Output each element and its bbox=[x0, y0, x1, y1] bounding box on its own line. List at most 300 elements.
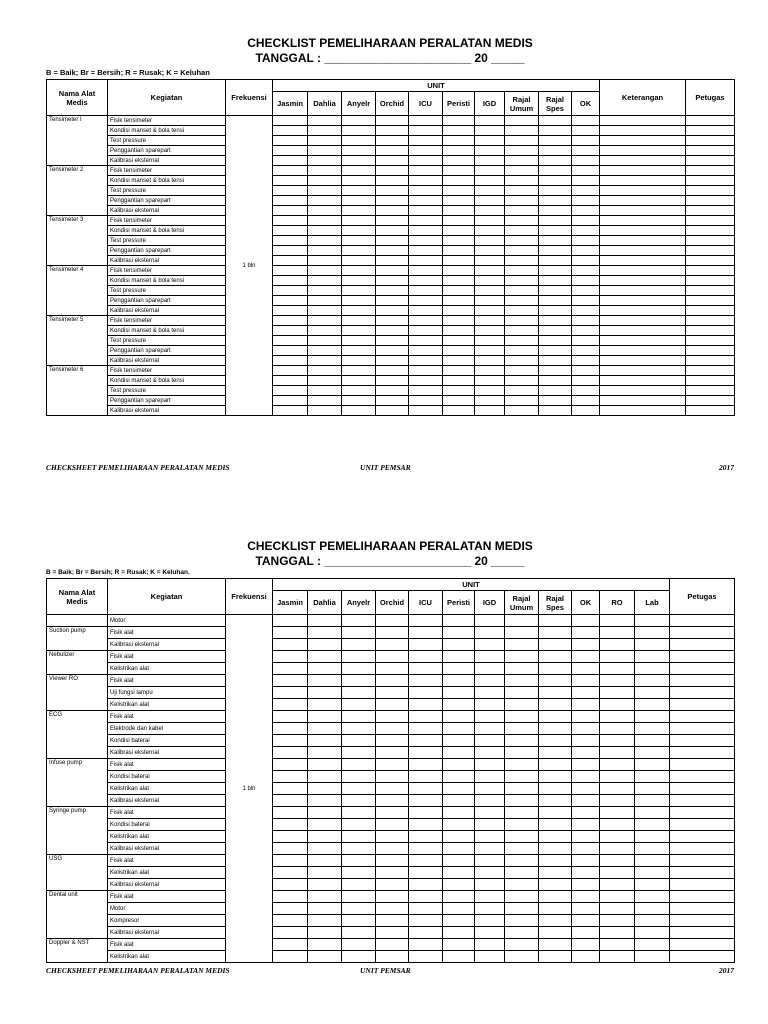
check-cell[interactable] bbox=[443, 386, 475, 396]
check-cell[interactable] bbox=[409, 146, 443, 156]
check-cell[interactable] bbox=[342, 336, 376, 346]
check-cell[interactable] bbox=[376, 216, 409, 226]
check-cell[interactable] bbox=[600, 366, 686, 376]
check-cell[interactable] bbox=[443, 855, 475, 867]
check-cell[interactable] bbox=[273, 675, 308, 687]
check-cell[interactable] bbox=[635, 795, 670, 807]
check-cell[interactable] bbox=[505, 807, 539, 819]
check-cell[interactable] bbox=[443, 166, 475, 176]
check-cell[interactable] bbox=[670, 891, 735, 903]
check-cell[interactable] bbox=[409, 795, 443, 807]
check-cell[interactable] bbox=[475, 651, 505, 663]
check-cell[interactable] bbox=[443, 376, 475, 386]
check-cell[interactable] bbox=[572, 196, 600, 206]
check-cell[interactable] bbox=[475, 879, 505, 891]
check-cell[interactable] bbox=[572, 266, 600, 276]
check-cell[interactable] bbox=[273, 286, 308, 296]
check-cell[interactable] bbox=[600, 266, 686, 276]
check-cell[interactable] bbox=[539, 346, 572, 356]
check-cell[interactable] bbox=[342, 747, 376, 759]
check-cell[interactable] bbox=[376, 939, 409, 951]
check-cell[interactable] bbox=[505, 346, 539, 356]
check-cell[interactable] bbox=[600, 396, 686, 406]
check-cell[interactable] bbox=[670, 915, 735, 927]
check-cell[interactable] bbox=[635, 867, 670, 879]
check-cell[interactable] bbox=[686, 246, 735, 256]
check-cell[interactable] bbox=[342, 627, 376, 639]
check-cell[interactable] bbox=[443, 831, 475, 843]
check-cell[interactable] bbox=[342, 376, 376, 386]
check-cell[interactable] bbox=[505, 699, 539, 711]
check-cell[interactable] bbox=[475, 226, 505, 236]
check-cell[interactable] bbox=[505, 396, 539, 406]
check-cell[interactable] bbox=[273, 396, 308, 406]
check-cell[interactable] bbox=[376, 879, 409, 891]
check-cell[interactable] bbox=[539, 951, 572, 963]
check-cell[interactable] bbox=[600, 306, 686, 316]
check-cell[interactable] bbox=[635, 723, 670, 735]
check-cell[interactable] bbox=[475, 206, 505, 216]
check-cell[interactable] bbox=[376, 346, 409, 356]
check-cell[interactable] bbox=[273, 723, 308, 735]
check-cell[interactable] bbox=[376, 316, 409, 326]
check-cell[interactable] bbox=[539, 843, 572, 855]
check-cell[interactable] bbox=[409, 843, 443, 855]
check-cell[interactable] bbox=[635, 927, 670, 939]
check-cell[interactable] bbox=[308, 663, 342, 675]
check-cell[interactable] bbox=[505, 783, 539, 795]
check-cell[interactable] bbox=[686, 206, 735, 216]
check-cell[interactable] bbox=[600, 699, 635, 711]
check-cell[interactable] bbox=[475, 156, 505, 166]
check-cell[interactable] bbox=[376, 146, 409, 156]
check-cell[interactable] bbox=[600, 663, 635, 675]
check-cell[interactable] bbox=[308, 226, 342, 236]
check-cell[interactable] bbox=[572, 951, 600, 963]
check-cell[interactable] bbox=[686, 196, 735, 206]
check-cell[interactable] bbox=[572, 356, 600, 366]
check-cell[interactable] bbox=[686, 156, 735, 166]
check-cell[interactable] bbox=[600, 807, 635, 819]
check-cell[interactable] bbox=[475, 639, 505, 651]
check-cell[interactable] bbox=[670, 675, 735, 687]
check-cell[interactable] bbox=[342, 687, 376, 699]
check-cell[interactable] bbox=[342, 783, 376, 795]
check-cell[interactable] bbox=[572, 939, 600, 951]
check-cell[interactable] bbox=[273, 939, 308, 951]
check-cell[interactable] bbox=[572, 226, 600, 236]
check-cell[interactable] bbox=[342, 366, 376, 376]
check-cell[interactable] bbox=[443, 176, 475, 186]
check-cell[interactable] bbox=[376, 651, 409, 663]
check-cell[interactable] bbox=[475, 196, 505, 206]
check-cell[interactable] bbox=[443, 266, 475, 276]
check-cell[interactable] bbox=[670, 771, 735, 783]
check-cell[interactable] bbox=[635, 675, 670, 687]
check-cell[interactable] bbox=[342, 356, 376, 366]
check-cell[interactable] bbox=[443, 735, 475, 747]
check-cell[interactable] bbox=[273, 879, 308, 891]
check-cell[interactable] bbox=[635, 951, 670, 963]
check-cell[interactable] bbox=[475, 246, 505, 256]
check-cell[interactable] bbox=[308, 891, 342, 903]
check-cell[interactable] bbox=[475, 116, 505, 126]
check-cell[interactable] bbox=[308, 855, 342, 867]
check-cell[interactable] bbox=[342, 406, 376, 416]
check-cell[interactable] bbox=[409, 376, 443, 386]
check-cell[interactable] bbox=[505, 891, 539, 903]
check-cell[interactable] bbox=[572, 126, 600, 136]
check-cell[interactable] bbox=[342, 216, 376, 226]
check-cell[interactable] bbox=[376, 699, 409, 711]
check-cell[interactable] bbox=[443, 699, 475, 711]
check-cell[interactable] bbox=[273, 306, 308, 316]
check-cell[interactable] bbox=[600, 939, 635, 951]
check-cell[interactable] bbox=[686, 296, 735, 306]
check-cell[interactable] bbox=[308, 843, 342, 855]
check-cell[interactable] bbox=[273, 266, 308, 276]
check-cell[interactable] bbox=[635, 651, 670, 663]
check-cell[interactable] bbox=[686, 406, 735, 416]
check-cell[interactable] bbox=[505, 819, 539, 831]
check-cell[interactable] bbox=[342, 867, 376, 879]
check-cell[interactable] bbox=[443, 687, 475, 699]
check-cell[interactable] bbox=[376, 735, 409, 747]
check-cell[interactable] bbox=[376, 711, 409, 723]
check-cell[interactable] bbox=[686, 376, 735, 386]
check-cell[interactable] bbox=[475, 663, 505, 675]
check-cell[interactable] bbox=[409, 396, 443, 406]
check-cell[interactable] bbox=[600, 146, 686, 156]
check-cell[interactable] bbox=[539, 376, 572, 386]
check-cell[interactable] bbox=[443, 759, 475, 771]
check-cell[interactable] bbox=[475, 216, 505, 226]
check-cell[interactable] bbox=[686, 336, 735, 346]
check-cell[interactable] bbox=[539, 156, 572, 166]
check-cell[interactable] bbox=[600, 406, 686, 416]
check-cell[interactable] bbox=[376, 759, 409, 771]
check-cell[interactable] bbox=[443, 651, 475, 663]
check-cell[interactable] bbox=[342, 771, 376, 783]
check-cell[interactable] bbox=[308, 723, 342, 735]
check-cell[interactable] bbox=[409, 771, 443, 783]
check-cell[interactable] bbox=[273, 807, 308, 819]
check-cell[interactable] bbox=[572, 366, 600, 376]
check-cell[interactable] bbox=[505, 627, 539, 639]
check-cell[interactable] bbox=[600, 855, 635, 867]
check-cell[interactable] bbox=[670, 939, 735, 951]
check-cell[interactable] bbox=[409, 711, 443, 723]
check-cell[interactable] bbox=[505, 246, 539, 256]
check-cell[interactable] bbox=[635, 891, 670, 903]
check-cell[interactable] bbox=[376, 639, 409, 651]
check-cell[interactable] bbox=[308, 711, 342, 723]
check-cell[interactable] bbox=[539, 831, 572, 843]
check-cell[interactable] bbox=[505, 166, 539, 176]
check-cell[interactable] bbox=[273, 819, 308, 831]
check-cell[interactable] bbox=[273, 256, 308, 266]
check-cell[interactable] bbox=[308, 795, 342, 807]
check-cell[interactable] bbox=[308, 146, 342, 156]
check-cell[interactable] bbox=[635, 879, 670, 891]
check-cell[interactable] bbox=[572, 879, 600, 891]
check-cell[interactable] bbox=[273, 903, 308, 915]
check-cell[interactable] bbox=[475, 903, 505, 915]
check-cell[interactable] bbox=[475, 186, 505, 196]
check-cell[interactable] bbox=[670, 819, 735, 831]
check-cell[interactable] bbox=[443, 146, 475, 156]
check-cell[interactable] bbox=[376, 306, 409, 316]
check-cell[interactable] bbox=[505, 196, 539, 206]
check-cell[interactable] bbox=[539, 316, 572, 326]
check-cell[interactable] bbox=[342, 126, 376, 136]
check-cell[interactable] bbox=[670, 747, 735, 759]
check-cell[interactable] bbox=[475, 891, 505, 903]
check-cell[interactable] bbox=[475, 831, 505, 843]
check-cell[interactable] bbox=[273, 759, 308, 771]
check-cell[interactable] bbox=[505, 867, 539, 879]
check-cell[interactable] bbox=[600, 386, 686, 396]
check-cell[interactable] bbox=[308, 386, 342, 396]
check-cell[interactable] bbox=[600, 879, 635, 891]
check-cell[interactable] bbox=[409, 639, 443, 651]
check-cell[interactable] bbox=[342, 915, 376, 927]
check-cell[interactable] bbox=[505, 216, 539, 226]
check-cell[interactable] bbox=[273, 711, 308, 723]
check-cell[interactable] bbox=[443, 406, 475, 416]
check-cell[interactable] bbox=[443, 615, 475, 627]
check-cell[interactable] bbox=[342, 855, 376, 867]
check-cell[interactable] bbox=[308, 831, 342, 843]
check-cell[interactable] bbox=[273, 771, 308, 783]
check-cell[interactable] bbox=[505, 296, 539, 306]
check-cell[interactable] bbox=[670, 711, 735, 723]
check-cell[interactable] bbox=[572, 771, 600, 783]
check-cell[interactable] bbox=[572, 306, 600, 316]
check-cell[interactable] bbox=[273, 927, 308, 939]
check-cell[interactable] bbox=[443, 939, 475, 951]
check-cell[interactable] bbox=[539, 711, 572, 723]
check-cell[interactable] bbox=[635, 807, 670, 819]
check-cell[interactable] bbox=[670, 759, 735, 771]
check-cell[interactable] bbox=[376, 771, 409, 783]
check-cell[interactable] bbox=[376, 663, 409, 675]
check-cell[interactable] bbox=[443, 336, 475, 346]
check-cell[interactable] bbox=[273, 891, 308, 903]
check-cell[interactable] bbox=[308, 879, 342, 891]
check-cell[interactable] bbox=[308, 346, 342, 356]
check-cell[interactable] bbox=[376, 336, 409, 346]
check-cell[interactable] bbox=[505, 256, 539, 266]
check-cell[interactable] bbox=[409, 819, 443, 831]
check-cell[interactable] bbox=[505, 156, 539, 166]
check-cell[interactable] bbox=[308, 286, 342, 296]
check-cell[interactable] bbox=[273, 615, 308, 627]
check-cell[interactable] bbox=[376, 903, 409, 915]
check-cell[interactable] bbox=[686, 166, 735, 176]
check-cell[interactable] bbox=[475, 951, 505, 963]
check-cell[interactable] bbox=[505, 795, 539, 807]
check-cell[interactable] bbox=[308, 116, 342, 126]
check-cell[interactable] bbox=[273, 915, 308, 927]
check-cell[interactable] bbox=[600, 675, 635, 687]
check-cell[interactable] bbox=[308, 651, 342, 663]
check-cell[interactable] bbox=[475, 396, 505, 406]
check-cell[interactable] bbox=[635, 843, 670, 855]
check-cell[interactable] bbox=[505, 687, 539, 699]
check-cell[interactable] bbox=[409, 246, 443, 256]
check-cell[interactable] bbox=[600, 206, 686, 216]
check-cell[interactable] bbox=[273, 186, 308, 196]
check-cell[interactable] bbox=[443, 276, 475, 286]
check-cell[interactable] bbox=[409, 276, 443, 286]
check-cell[interactable] bbox=[505, 915, 539, 927]
check-cell[interactable] bbox=[443, 711, 475, 723]
check-cell[interactable] bbox=[308, 296, 342, 306]
check-cell[interactable] bbox=[600, 639, 635, 651]
check-cell[interactable] bbox=[505, 747, 539, 759]
check-cell[interactable] bbox=[376, 376, 409, 386]
check-cell[interactable] bbox=[505, 879, 539, 891]
check-cell[interactable] bbox=[539, 867, 572, 879]
check-cell[interactable] bbox=[308, 246, 342, 256]
check-cell[interactable] bbox=[539, 771, 572, 783]
check-cell[interactable] bbox=[686, 126, 735, 136]
check-cell[interactable] bbox=[600, 116, 686, 126]
check-cell[interactable] bbox=[670, 951, 735, 963]
check-cell[interactable] bbox=[635, 939, 670, 951]
check-cell[interactable] bbox=[342, 396, 376, 406]
check-cell[interactable] bbox=[308, 356, 342, 366]
check-cell[interactable] bbox=[505, 843, 539, 855]
check-cell[interactable] bbox=[505, 735, 539, 747]
check-cell[interactable] bbox=[308, 819, 342, 831]
check-cell[interactable] bbox=[376, 166, 409, 176]
check-cell[interactable] bbox=[539, 807, 572, 819]
check-cell[interactable] bbox=[635, 615, 670, 627]
check-cell[interactable] bbox=[539, 675, 572, 687]
check-cell[interactable] bbox=[600, 226, 686, 236]
check-cell[interactable] bbox=[670, 927, 735, 939]
check-cell[interactable] bbox=[376, 256, 409, 266]
check-cell[interactable] bbox=[273, 236, 308, 246]
check-cell[interactable] bbox=[600, 166, 686, 176]
check-cell[interactable] bbox=[572, 819, 600, 831]
check-cell[interactable] bbox=[376, 266, 409, 276]
check-cell[interactable] bbox=[308, 256, 342, 266]
check-cell[interactable] bbox=[572, 891, 600, 903]
check-cell[interactable] bbox=[475, 356, 505, 366]
check-cell[interactable] bbox=[308, 951, 342, 963]
check-cell[interactable] bbox=[505, 639, 539, 651]
check-cell[interactable] bbox=[376, 226, 409, 236]
check-cell[interactable] bbox=[308, 747, 342, 759]
check-cell[interactable] bbox=[409, 336, 443, 346]
check-cell[interactable] bbox=[475, 136, 505, 146]
check-cell[interactable] bbox=[475, 867, 505, 879]
check-cell[interactable] bbox=[409, 116, 443, 126]
check-cell[interactable] bbox=[670, 843, 735, 855]
check-cell[interactable] bbox=[635, 831, 670, 843]
check-cell[interactable] bbox=[539, 939, 572, 951]
check-cell[interactable] bbox=[308, 236, 342, 246]
check-cell[interactable] bbox=[342, 146, 376, 156]
check-cell[interactable] bbox=[670, 795, 735, 807]
check-cell[interactable] bbox=[342, 795, 376, 807]
check-cell[interactable] bbox=[409, 176, 443, 186]
check-cell[interactable] bbox=[308, 276, 342, 286]
check-cell[interactable] bbox=[600, 236, 686, 246]
check-cell[interactable] bbox=[505, 376, 539, 386]
check-cell[interactable] bbox=[273, 386, 308, 396]
check-cell[interactable] bbox=[376, 783, 409, 795]
check-cell[interactable] bbox=[308, 735, 342, 747]
check-cell[interactable] bbox=[635, 699, 670, 711]
check-cell[interactable] bbox=[443, 843, 475, 855]
check-cell[interactable] bbox=[475, 286, 505, 296]
check-cell[interactable] bbox=[376, 126, 409, 136]
check-cell[interactable] bbox=[308, 316, 342, 326]
check-cell[interactable] bbox=[376, 396, 409, 406]
check-cell[interactable] bbox=[600, 156, 686, 166]
check-cell[interactable] bbox=[443, 951, 475, 963]
check-cell[interactable] bbox=[342, 266, 376, 276]
check-cell[interactable] bbox=[308, 306, 342, 316]
check-cell[interactable] bbox=[539, 296, 572, 306]
check-cell[interactable] bbox=[572, 166, 600, 176]
check-cell[interactable] bbox=[539, 627, 572, 639]
check-cell[interactable] bbox=[505, 663, 539, 675]
check-cell[interactable] bbox=[443, 186, 475, 196]
check-cell[interactable] bbox=[409, 663, 443, 675]
check-cell[interactable] bbox=[475, 819, 505, 831]
check-cell[interactable] bbox=[443, 747, 475, 759]
check-cell[interactable] bbox=[273, 156, 308, 166]
check-cell[interactable] bbox=[539, 206, 572, 216]
check-cell[interactable] bbox=[443, 196, 475, 206]
check-cell[interactable] bbox=[635, 747, 670, 759]
check-cell[interactable] bbox=[505, 266, 539, 276]
check-cell[interactable] bbox=[409, 406, 443, 416]
check-cell[interactable] bbox=[376, 747, 409, 759]
check-cell[interactable] bbox=[572, 675, 600, 687]
check-cell[interactable] bbox=[572, 747, 600, 759]
check-cell[interactable] bbox=[443, 807, 475, 819]
check-cell[interactable] bbox=[443, 927, 475, 939]
check-cell[interactable] bbox=[670, 639, 735, 651]
check-cell[interactable] bbox=[443, 795, 475, 807]
check-cell[interactable] bbox=[475, 747, 505, 759]
check-cell[interactable] bbox=[342, 879, 376, 891]
check-cell[interactable] bbox=[342, 326, 376, 336]
check-cell[interactable] bbox=[376, 186, 409, 196]
check-cell[interactable] bbox=[409, 236, 443, 246]
check-cell[interactable] bbox=[670, 723, 735, 735]
check-cell[interactable] bbox=[572, 783, 600, 795]
check-cell[interactable] bbox=[600, 711, 635, 723]
check-cell[interactable] bbox=[635, 663, 670, 675]
check-cell[interactable] bbox=[443, 216, 475, 226]
check-cell[interactable] bbox=[670, 831, 735, 843]
check-cell[interactable] bbox=[342, 639, 376, 651]
check-cell[interactable] bbox=[409, 831, 443, 843]
check-cell[interactable] bbox=[376, 795, 409, 807]
check-cell[interactable] bbox=[670, 651, 735, 663]
check-cell[interactable] bbox=[409, 216, 443, 226]
check-cell[interactable] bbox=[409, 915, 443, 927]
check-cell[interactable] bbox=[600, 296, 686, 306]
check-cell[interactable] bbox=[572, 246, 600, 256]
